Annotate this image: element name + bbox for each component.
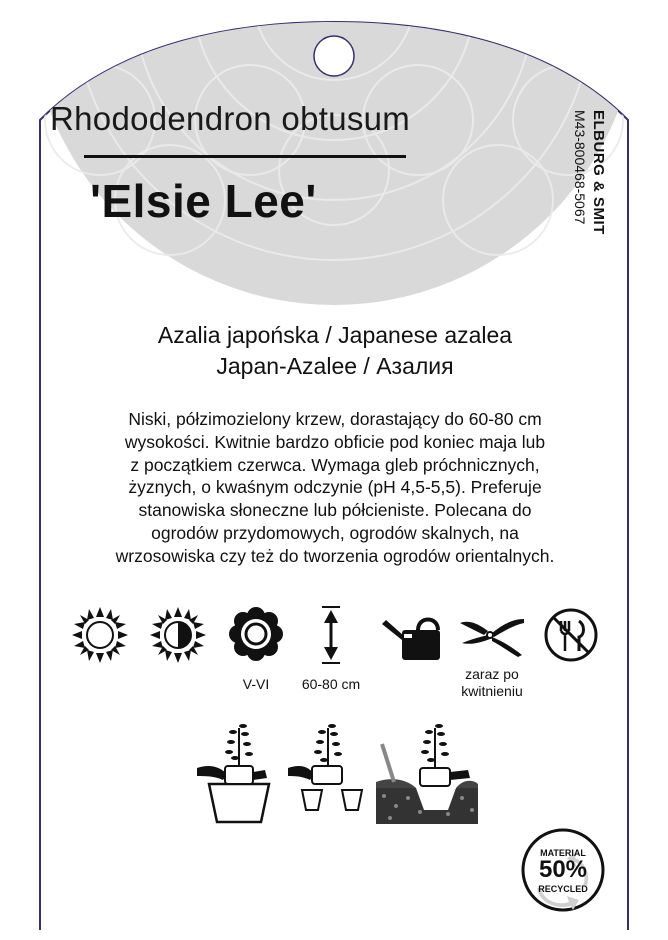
- common-name-line-1: Azalia japońska / Japanese azalea: [157, 322, 513, 348]
- description-line: Niski, półzimozielony krzew, dorastający do 60-80 cm: [128, 409, 542, 429]
- latin-name: Rhododendron obtusum: [50, 100, 411, 137]
- brand-block: [572, 110, 612, 260]
- description-line: z początkiem czerwca. Wymaga gleb próchnicznych,: [130, 454, 540, 475]
- brand-name: ELBURG & SMIT: [590, 110, 607, 235]
- flower-icon: [228, 606, 284, 662]
- recycled-bottom-text: RECYCLED: [538, 884, 588, 894]
- planting-step-ground-icon: [372, 718, 482, 826]
- height-arrow-icon: [316, 605, 346, 665]
- description-line: stanowiska słoneczne lub półcieniste. Polecana do: [138, 500, 532, 521]
- not-edible-icon: [543, 607, 599, 663]
- recycled-percent: 50%: [538, 856, 588, 883]
- pruning-shears-icon: [458, 613, 526, 659]
- pruning-label-line-1: zaraz po: [465, 666, 519, 682]
- height-label: 60-80 cm: [301, 676, 361, 692]
- half-shade-icon: [148, 605, 208, 665]
- planting-step-pot-icon: [195, 718, 280, 826]
- hang-hole: [314, 36, 354, 76]
- title-rule: [84, 155, 406, 158]
- pruning-label: [440, 666, 544, 700]
- description-line: ogrodów przydomowych, ogrodów skalnych, na: [151, 522, 519, 543]
- flowering-label: V-VI: [242, 676, 270, 692]
- pruning-label-line-2: kwitnieniu: [461, 683, 523, 699]
- description-line: wrzosowiska czy też do tworzenia ogrodów orientalnych.: [115, 545, 555, 566]
- recycled-top-text: MATERIAL: [540, 848, 586, 858]
- recycled-badge: [521, 828, 605, 912]
- planting-step-remove-pot-icon: [286, 718, 366, 814]
- description: [70, 408, 600, 568]
- common-name-line-2: Japan-Azalee / Азалия: [216, 353, 454, 379]
- product-code: M43-800468-5067: [572, 110, 588, 225]
- description-line: wysokości. Kwitnie bardzo obficie pod koniec maja lub: [124, 431, 546, 452]
- full-sun-icon: [70, 605, 130, 665]
- watering-can-icon: [380, 610, 446, 662]
- cultivar-name: 'Elsie Lee': [90, 175, 317, 227]
- description-line: żyznych, o kwaśnym odczynie (pH 4,5-5,5). Preferuje: [128, 477, 542, 498]
